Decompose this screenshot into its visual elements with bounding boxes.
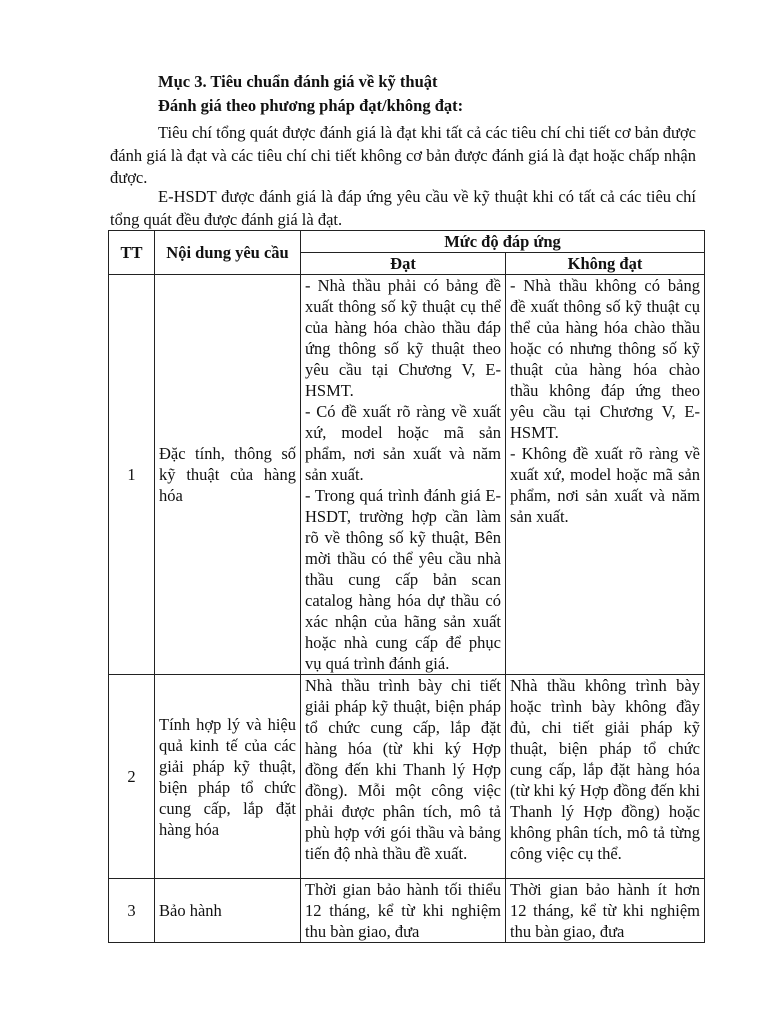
method-heading: Đánh giá theo phương pháp đạt/không đạt: (158, 96, 464, 115)
table-row (109, 879, 705, 943)
header-fail: Không đạt (506, 253, 705, 275)
paragraph-general-criteria: Tiêu chí tổng quát được đánh giá là đạt khi tất cả các tiêu chí chi tiết cơ bản được đánh giá là đạt và các tiêu chí chi tiết không cơ bản được đánh giá là đạt hoặc chấp nhận được. (110, 123, 696, 187)
criteria-table (108, 230, 705, 943)
requirement-cell: Bảo hành (155, 879, 301, 943)
row-number: 3 (109, 879, 155, 943)
requirement-cell: Tính hợp lý và hiệu quả kinh tế của các giải pháp kỹ thuật, biện pháp tổ chức cung cấp, lắp đặt hàng hóa (155, 675, 301, 879)
header-tt: TT (109, 231, 155, 275)
table-row (109, 675, 705, 879)
row-number: 1 (109, 275, 155, 675)
fail-criteria-cell: Thời gian bảo hành ít hơn 12 tháng, kể từ khi nghiệm thu bàn giao, đưa (506, 879, 705, 943)
fail-criteria-cell: Nhà thầu không trình bày hoặc trình bày không đầy đủ, chi tiết giải pháp kỹ thuật, biện pháp tổ chức cung cấp, lắp đặt hàng hóa (từ khi ký Hợp đồng đến khi Thanh lý Hợp đồng) hoặc không phân tích, mô tả từng công việc cụ thể. (506, 675, 705, 879)
table-row (109, 275, 705, 675)
requirement-cell: Đặc tính, thông số kỹ thuật của hàng hóa (155, 275, 301, 675)
header-response-level: Mức độ đáp ứng (301, 231, 705, 253)
header-pass: Đạt (301, 253, 506, 275)
section-heading: Mục 3. Tiêu chuẩn đánh giá về kỹ thuật (158, 72, 438, 91)
pass-criteria-cell: Nhà thầu trình bày chi tiết giải pháp kỹ thuật, biện pháp tổ chức cung cấp, lắp đặt hàng hóa (từ khi ký Hợp đồng đến khi Thanh lý Hợp đồng). Mỗi một công việc phải được phân tích, mô tả phù hợp với gói thầu và bảng tiến độ nhà thầu đề xuất. (301, 675, 506, 879)
header-requirement: Nội dung yêu cầu (155, 231, 301, 275)
pass-criteria-cell: - Nhà thầu phải có bảng đề xuất thông số kỹ thuật cụ thể của hàng hóa chào thầu đáp ứng thông số kỹ thuật theo yêu cầu tại Chương V, E-HSMT. - Có đề xuất rõ ràng về xuất xứ, model hoặc mã sản phẩm, nơi sản xuất và năm sản xuất. - Trong quá trình đánh giá E-HSDT, trường hợp cần làm rõ về thông số kỹ thuật, Bên mời thầu có thể yêu cầu nhà thầu cung cấp bản scan catalog hàng hóa dự thầu có xác nhận của hãng sản xuất hoặc nhà cung cấp để phục vụ quá trình đánh giá. (301, 275, 506, 675)
fail-criteria-cell: - Nhà thầu không có bảng đề xuất thông số kỹ thuật cụ thể của hàng hóa chào thầu hoặc có nhưng thông số kỹ thuật của hàng hóa chào thầu không đáp ứng theo yêu cầu tại Chương V, E-HSMT. - Không đề xuất rõ ràng về xuất xứ, model hoặc mã sản phẩm, nơi sản xuất và năm sản xuất. (506, 275, 705, 675)
pass-criteria-cell: Thời gian bảo hành tối thiểu 12 tháng, kể từ khi nghiệm thu bàn giao, đưa (301, 879, 506, 943)
paragraph-ehsdt: E-HSDT được đánh giá là đáp ứng yêu cầu về kỹ thuật khi có tất cả các tiêu chí tổng quát đều được đánh giá là đạt. (110, 187, 696, 229)
row-number: 2 (109, 675, 155, 879)
